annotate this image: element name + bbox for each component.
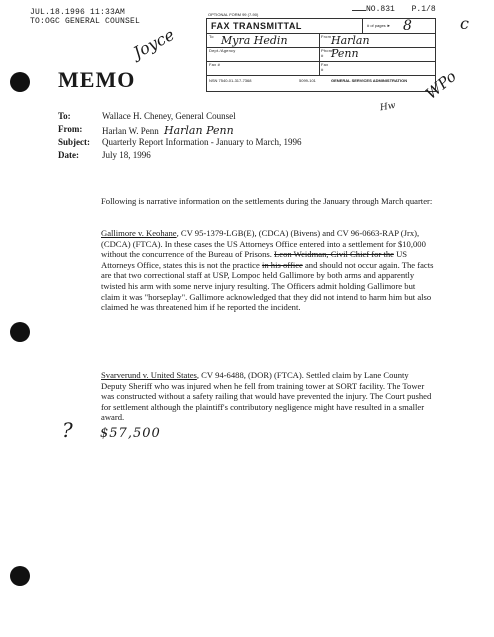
fax-label-2: Fax # xyxy=(321,62,329,72)
memo-title: MEMO xyxy=(58,67,136,92)
fax-transmittal-form xyxy=(206,18,436,92)
hole-punch-middle xyxy=(10,322,30,342)
case-gallimore-text-b: US Attorneys Office, states this is not the practice xyxy=(101,249,408,270)
case-gallimore-text-c: and should not occur again. The facts are that two correctional staff at USP, Lompoc held Gallimore by both arms and apparently twisted his arm with some nerve injury resulting. The Officers admit holding Gallimore but claim it was "horseplay". Gallimore acknowledged that they did not intend to harm him but also claimed he was threatened him if he reported the incident. xyxy=(101,259,434,313)
date-field-value: July 18, 1996 xyxy=(102,150,151,160)
fax-page-count: P.1/8 xyxy=(411,5,436,14)
fax-number-text: NO.831 xyxy=(366,5,395,14)
hole-punch-bottom xyxy=(10,566,30,586)
hole-punch-top xyxy=(10,72,30,92)
pages-label: # of pages ► xyxy=(367,23,391,28)
from-signature: Harlan Penn xyxy=(164,124,234,137)
case-gallimore-text-a: , CV 95-1379-LGB(E), (CDCA) (Bivens) and CV 96-0663-RAP (Jrx), (CDCA) (FTCA). In these cases the US Attorneys Office entered into a settlement for $10,000 without the concurrence of the Bureau of Prisons. xyxy=(101,228,426,260)
to-field-label: To: xyxy=(58,111,71,121)
fax-header-number xyxy=(352,5,436,14)
fax-form-title: FAX TRANSMITTAL xyxy=(211,21,302,31)
from-name: Harlan W. Penn xyxy=(102,126,159,136)
from-label: From xyxy=(321,34,332,39)
from-value: Harlan Penn xyxy=(331,34,370,60)
fax-header-stamp xyxy=(30,8,140,26)
fax-label: Fax # xyxy=(209,62,221,67)
nsn-number: NSN 7540-01-317-7368 xyxy=(209,78,252,83)
optional-form-label: OPTIONAL FORM 99 (7-90) xyxy=(208,12,259,17)
from-field-value xyxy=(102,124,234,137)
subject-field-value: Quarterly Report Information - January to March, 1996 xyxy=(102,137,302,147)
fax-header-line-1: JUL.18.1996 11:33AM xyxy=(30,8,126,17)
handwritten-question-mark: ? xyxy=(62,418,73,442)
case-gallimore-struck-b: in his office xyxy=(261,259,303,270)
handwritten-wpo: WPo xyxy=(422,67,460,103)
form-number: 5099-101 xyxy=(299,78,316,83)
case-svarverund-paragraph xyxy=(101,370,435,423)
to-label: To xyxy=(209,34,214,39)
gsa-label: GENERAL SERVICES ADMINISTRATION xyxy=(331,78,408,83)
handwritten-c: c xyxy=(460,14,469,33)
case-svarverund-title: Svarverund v. United States xyxy=(101,370,197,380)
case-gallimore-struck-a: Leon Weidman, Civil Chief for the xyxy=(274,249,394,260)
to-field-value: Wallace H. Cheney, General Counsel xyxy=(102,111,236,121)
case-gallimore-title: Gallimore v. Keohane xyxy=(101,228,177,238)
intro-paragraph: Following is narrative information on the settlements during the January through March quarter: xyxy=(101,196,433,206)
handwritten-joyce: Joyce xyxy=(130,24,178,63)
handwritten-initials: Hw xyxy=(379,100,397,114)
fax-header-line-2: TO:OGC GENERAL COUNSEL xyxy=(30,17,141,26)
to-value: Myra Hedin xyxy=(221,34,288,47)
dept-label: Dept./Agency xyxy=(209,48,236,53)
phone-label: Phone # xyxy=(321,48,334,58)
case-gallimore-paragraph xyxy=(101,228,435,313)
case-svarverund-text: , CV 94-6488, (DOR) (FTCA). Settled claim by Lane County Deputy Sheriff who was injured when he fell from training tower at SORT facility. The Tower was constructed without a safety railing that would have prevented the injury. The Court pushed for settlement although the plaintiff's contributory negligence might have resulted in a smaller award. xyxy=(101,370,432,423)
pages-value: 8 xyxy=(403,18,412,34)
date-field-label: Date: xyxy=(58,150,79,160)
from-field-label: From: xyxy=(58,124,83,134)
handwritten-amount: $57,500 xyxy=(100,426,161,441)
subject-field-label: Subject: xyxy=(58,137,90,147)
